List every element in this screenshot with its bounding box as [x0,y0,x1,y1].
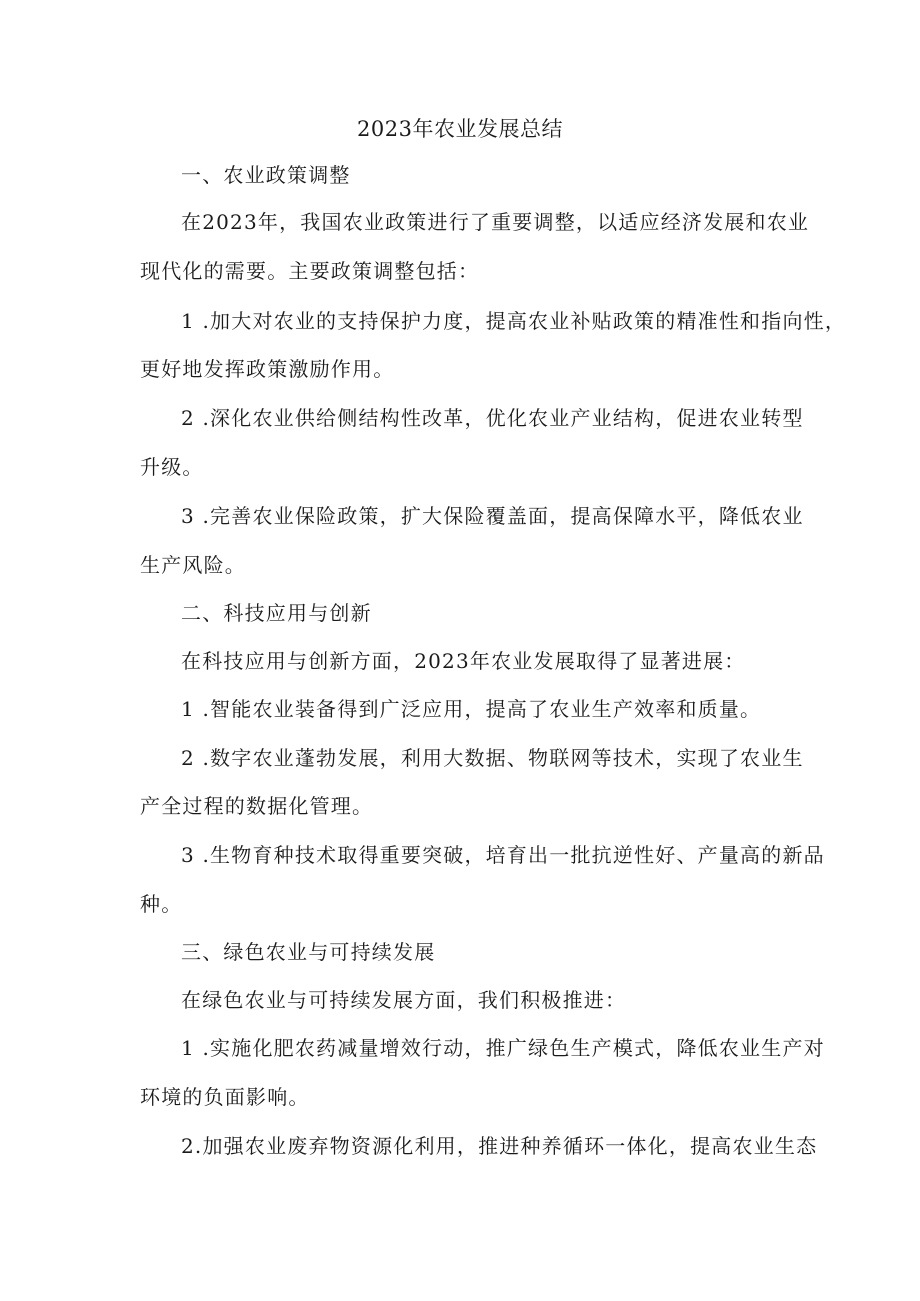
list-item-line: 2 .深化农业供给侧结构性改革，优化农业产业结构，促进农业转型 [181,406,804,430]
section-heading-policy: 一、农业政策调整 [181,163,351,187]
list-item-line: 2 .数字农业蓬勃发展，利用大数据、物联网等技术，实现了农业生 [181,746,804,770]
paragraph-line: 在绿色农业与可持续发展方面，我们积极推进： [181,988,627,1012]
list-item-line: 1 .智能农业装备得到广泛应用，提高了农业生产效率和质量。 [181,697,762,721]
document-title: 2023年农业发展总结 [357,117,563,141]
list-item-line: 3 .生物育种技术取得重要突破，培育出一批抗逆性好、产量高的新品 [181,843,825,867]
section-heading-technology: 二、科技应用与创新 [181,601,372,625]
list-item-line: 1 .加大对农业的支持保护力度，提高农业补贴政策的精准性和指向性， [181,309,847,333]
list-item-line: 1 .实施化肥农药减量增效行动，推广绿色生产模式，降低农业生产对 [181,1036,825,1060]
list-item-line: 生产风险。 [140,553,246,577]
paragraph-line: 在科技应用与创新方面，2023年农业发展取得了显著进展： [181,649,746,673]
paragraph-line: 现代化的需要。主要政策调整包括： [140,259,480,283]
list-item-line: 种。 [140,892,183,916]
list-item-line: 环境的负面影响。 [140,1085,310,1109]
section-heading-green-agriculture: 三、绿色农业与可持续发展 [181,940,436,964]
list-item-line: 升级。 [140,455,204,479]
list-item-line: 3 .完善农业保险政策，扩大保险覆盖面，提高保障水平，降低农业 [181,504,804,528]
list-item-line: 产全过程的数据化管理。 [140,794,374,818]
list-item-line: 更好地发挥政策激励作用。 [140,357,395,381]
paragraph-line: 在2023年，我国农业政策进行了重要调整，以适应经济发展和农业 [181,210,810,234]
list-item-line: 2.加强农业废弃物资源化利用，推进种养循环一体化，提高农业生态 [181,1134,818,1158]
